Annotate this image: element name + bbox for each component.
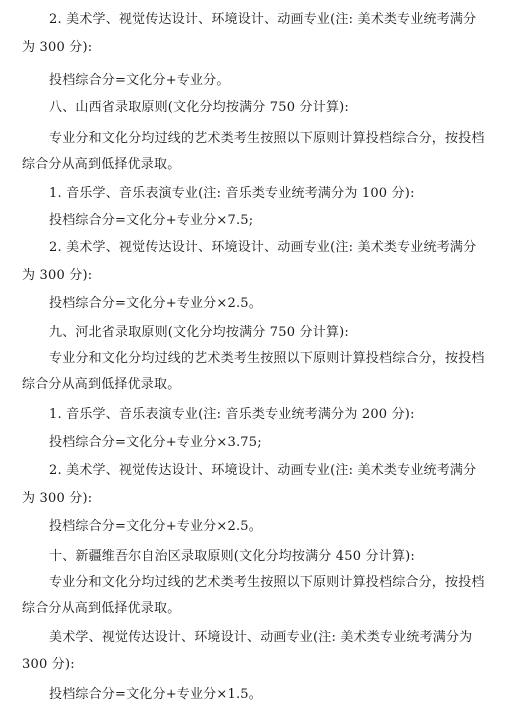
text-line: 投档综合分=文化分+专业分×2.5。 — [49, 296, 262, 311]
text-line: 投档综合分=文化分+专业分×1.5。 — [49, 687, 262, 702]
text-line: 综合分从高到低择优录取。 — [22, 601, 181, 616]
text-line: 2. 美术学、视觉传达设计、环境设计、动画专业(注: 美术类专业统考满分 — [49, 240, 477, 255]
text-line: 投档综合分=文化分+专业分。 — [49, 73, 230, 88]
section-heading: 九、河北省录取原则(文化分均按满分 750 分计算): — [49, 325, 350, 340]
text-line: 专业分和文化分均过线的艺术类考生按照以下原则计算投档综合分，按投档 — [49, 351, 485, 366]
text-line: 投档综合分=文化分+专业分×2.5。 — [49, 519, 262, 534]
text-line: 专业分和文化分均过线的艺术类考生按照以下原则计算投档综合分，按投档 — [49, 131, 485, 146]
text-line: 美术学、视觉传达设计、环境设计、动画专业(注: 美术类专业统考满分为 — [49, 630, 473, 645]
section-heading: 八、山西省录取原则(文化分均按满分 750 分计算): — [49, 100, 350, 115]
text-line: 为 300 分): — [22, 268, 93, 283]
text-line: 2. 美术学、视觉传达设计、环境设计、动画专业(注: 美术类专业统考满分 — [49, 463, 477, 478]
text-line: 投档综合分=文化分+专业分×3.75; — [49, 435, 262, 450]
text-line: 1. 音乐学、音乐表演专业(注: 音乐类专业统考满分为 100 分): — [49, 186, 415, 201]
text-line: 2. 美术学、视觉传达设计、环境设计、动画专业(注: 美术类专业统考满分 — [49, 12, 477, 27]
text-line: 专业分和文化分均过线的艺术类考生按照以下原则计算投档综合分，按投档 — [49, 575, 485, 590]
text-line: 为 300 分): — [22, 40, 93, 55]
text-line: 为 300 分): — [22, 491, 93, 506]
text-line: 综合分从高到低择优录取。 — [22, 157, 181, 172]
text-line: 投档综合分=文化分+专业分×7.5; — [49, 213, 254, 228]
text-line: 综合分从高到低择优录取。 — [22, 377, 181, 392]
section-heading: 十、新疆维吾尔自治区录取原则(文化分均按满分 450 分计算): — [49, 549, 416, 564]
text-line: 1. 音乐学、音乐表演专业(注: 音乐类专业统考满分为 200 分): — [49, 407, 415, 422]
text-line: 300 分): — [22, 657, 75, 672]
